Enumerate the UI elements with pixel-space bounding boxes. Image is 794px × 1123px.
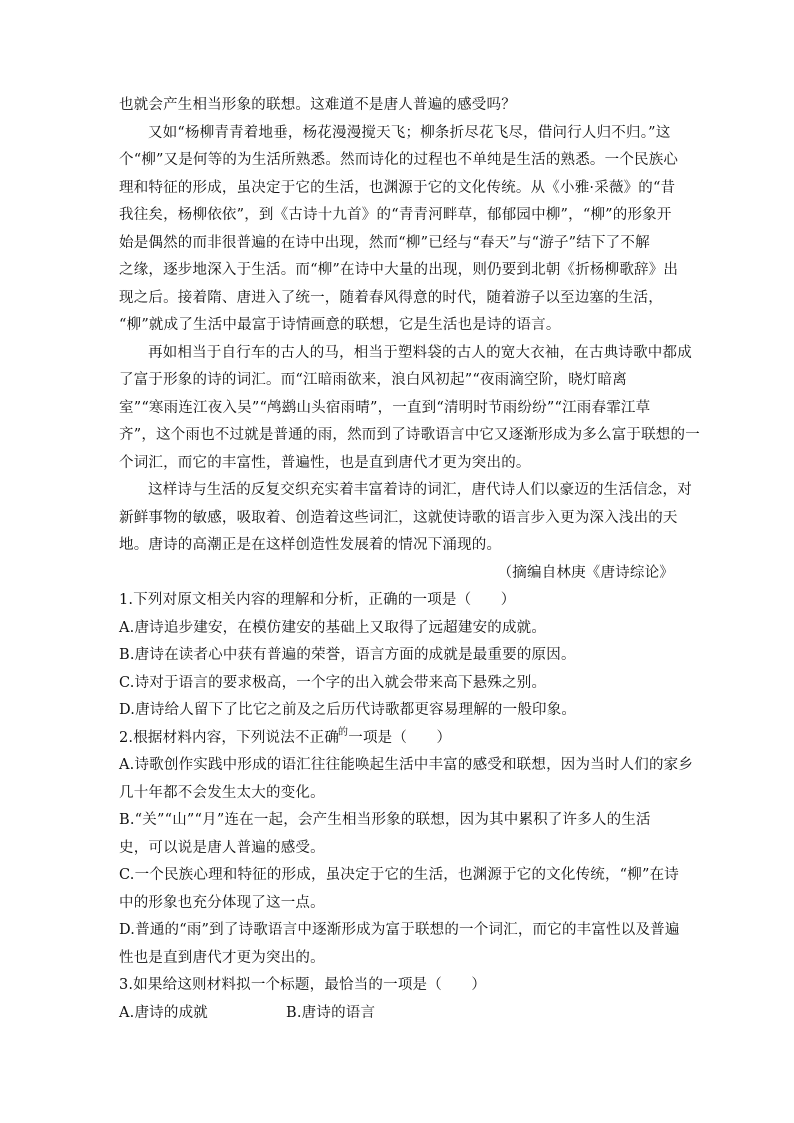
question-stem: 3.如果给这则材料拟一个标题，最恰当的一项是（ ）	[119, 977, 487, 993]
passage-line: 了富于形象的诗的词汇。而“江暗雨欲来，浪白风初起”“夜雨滴空阶，晓灯暗离	[119, 372, 627, 388]
question-stem-part: 2.根据材料内容，下列说法不正确	[119, 729, 340, 746]
option-d[interactable]: D.唐诗给人留下了比它之前及之后历代诗歌都更容易理解的一般印象。	[119, 702, 577, 718]
question-1	[119, 587, 674, 725]
passage-line: 我往矣，杨柳依依”，到《古诗十九首》的“青青河畔草，郁郁园中柳”，“柳”的形象开	[119, 207, 672, 223]
option-a[interactable]: A.唐诗追步建安，在模仿建安的基础上又取得了远超建安的成就。	[119, 619, 547, 636]
option-a-continued[interactable]: 几十年都不会发生太大的变化。	[119, 784, 325, 801]
passage-line: 现之后。接着隋、唐进入了统一，随着春风得意的时代，随着游子以至边塞的生活，	[119, 289, 663, 306]
option-b[interactable]: B.“关”“山”“月”连在一起，会产生相当形象的联想，因为其中累积了许多人的生活	[119, 812, 651, 828]
option-b-continued[interactable]: 史，可以说是唐人普遍的感受。	[119, 839, 325, 856]
passage-line: 室”“寒雨连江夜入吴”“鸬鹚山头宿雨晴”，一直到“清明时节雨纷纷”“江雨春霏江草	[119, 399, 651, 416]
passage	[119, 92, 700, 587]
option-b[interactable]: B.唐诗的语言	[286, 1004, 376, 1021]
option-c[interactable]: C.一个民族心理和特征的形成，虽决定于它的生活，也渊源于它的文化传统，“柳”在诗	[119, 867, 680, 883]
question-3	[119, 972, 674, 1027]
passage-line: 再如相当于自行车的古人的马，相当于塑料袋的古人的宽大衣袖，在古典诗歌中都成	[148, 344, 692, 361]
question-stem	[119, 725, 674, 753]
passage-line: “柳”就成了生活中最富于诗情画意的联想，它是生活也是诗的语言。	[119, 317, 561, 333]
options-row	[119, 1000, 674, 1028]
passage-line: 理和特征的形成，虽决定于它的生活，也渊源于它的文化传统。从《小雅·采薇》的“昔	[119, 179, 676, 196]
passage-line: 始是偶然的而非很普遍的在诗中出现，然而“柳”已经与“春天”与“游子”结下了不解	[119, 234, 650, 251]
passage-line: 又如“杨柳青青着地垂，杨花漫漫搅天飞；柳条折尽花飞尽，借问行人归不归。”这	[148, 124, 671, 141]
passage-line: 个词汇，而它的丰富性，普遍性，也是直到唐代才更为突出的。	[119, 454, 531, 471]
option-c[interactable]: C.诗对于语言的要求极高，一个字的出入就会带来高下悬殊之别。	[119, 674, 547, 691]
passage-line: 也就会产生相当形象的联想。这难道不是唐人普遍的感受吗？	[119, 97, 516, 113]
option-b[interactable]: B.唐诗在读者心中获有普遍的荣誉，语言方面的成就是最重要的原因。	[119, 647, 576, 663]
passage-line: 地。唐诗的高潮正是在这样创造性发展着的情况下涌现的。	[119, 537, 502, 553]
passage-line: 之缘，逐步地深入于生活。而“柳”在诗中大量的出现，则仍要到北朝《折杨柳歌辞》出	[119, 262, 679, 278]
passage-line: 齐”，这个雨也不过就是普通的雨，然而到了诗歌语言中它又逐渐形成为多么富于联想的一	[119, 427, 700, 443]
option-a[interactable]: A.唐诗的成就	[119, 1004, 208, 1021]
option-d-continued[interactable]: 性也是直到唐代才更为突出的。	[119, 949, 325, 966]
question-2	[119, 725, 694, 973]
question-stem: 1.下列对原文相关内容的理解和分析，正确的一项是（ ）	[119, 592, 516, 608]
passage-line: 这样诗与生活的反复交织充实着丰富着诗的词汇，唐代诗人们以豪迈的生活信念，对	[148, 482, 692, 498]
passage-line: 个“柳”又是何等的为生活所熟悉。然而诗化的过程也不单纯是生活的熟悉。一个民族心	[119, 152, 679, 168]
passage-source: （摘编自林庚《唐诗综论》	[497, 564, 674, 581]
question-stem-part: 一项是（ ）	[348, 729, 452, 746]
option-d[interactable]: D.普通的“雨”到了诗歌语言中逐渐形成为富于联想的一个词汇，而它的丰富性以及普遍	[119, 922, 680, 938]
option-c-continued[interactable]: 中的形象也充分体现了这一点。	[119, 894, 325, 911]
question-stem-superscript: 的	[338, 726, 349, 738]
option-a[interactable]: A.诗歌创作实践中形成的语汇往往能唤起生活中丰富的感受和联想，因为当时人们的家乡	[119, 757, 694, 773]
passage-line: 新鲜事物的敏感，吸取着、创造着这些词汇，这就使诗歌的语言步入更为深入浅出的天	[119, 509, 678, 526]
